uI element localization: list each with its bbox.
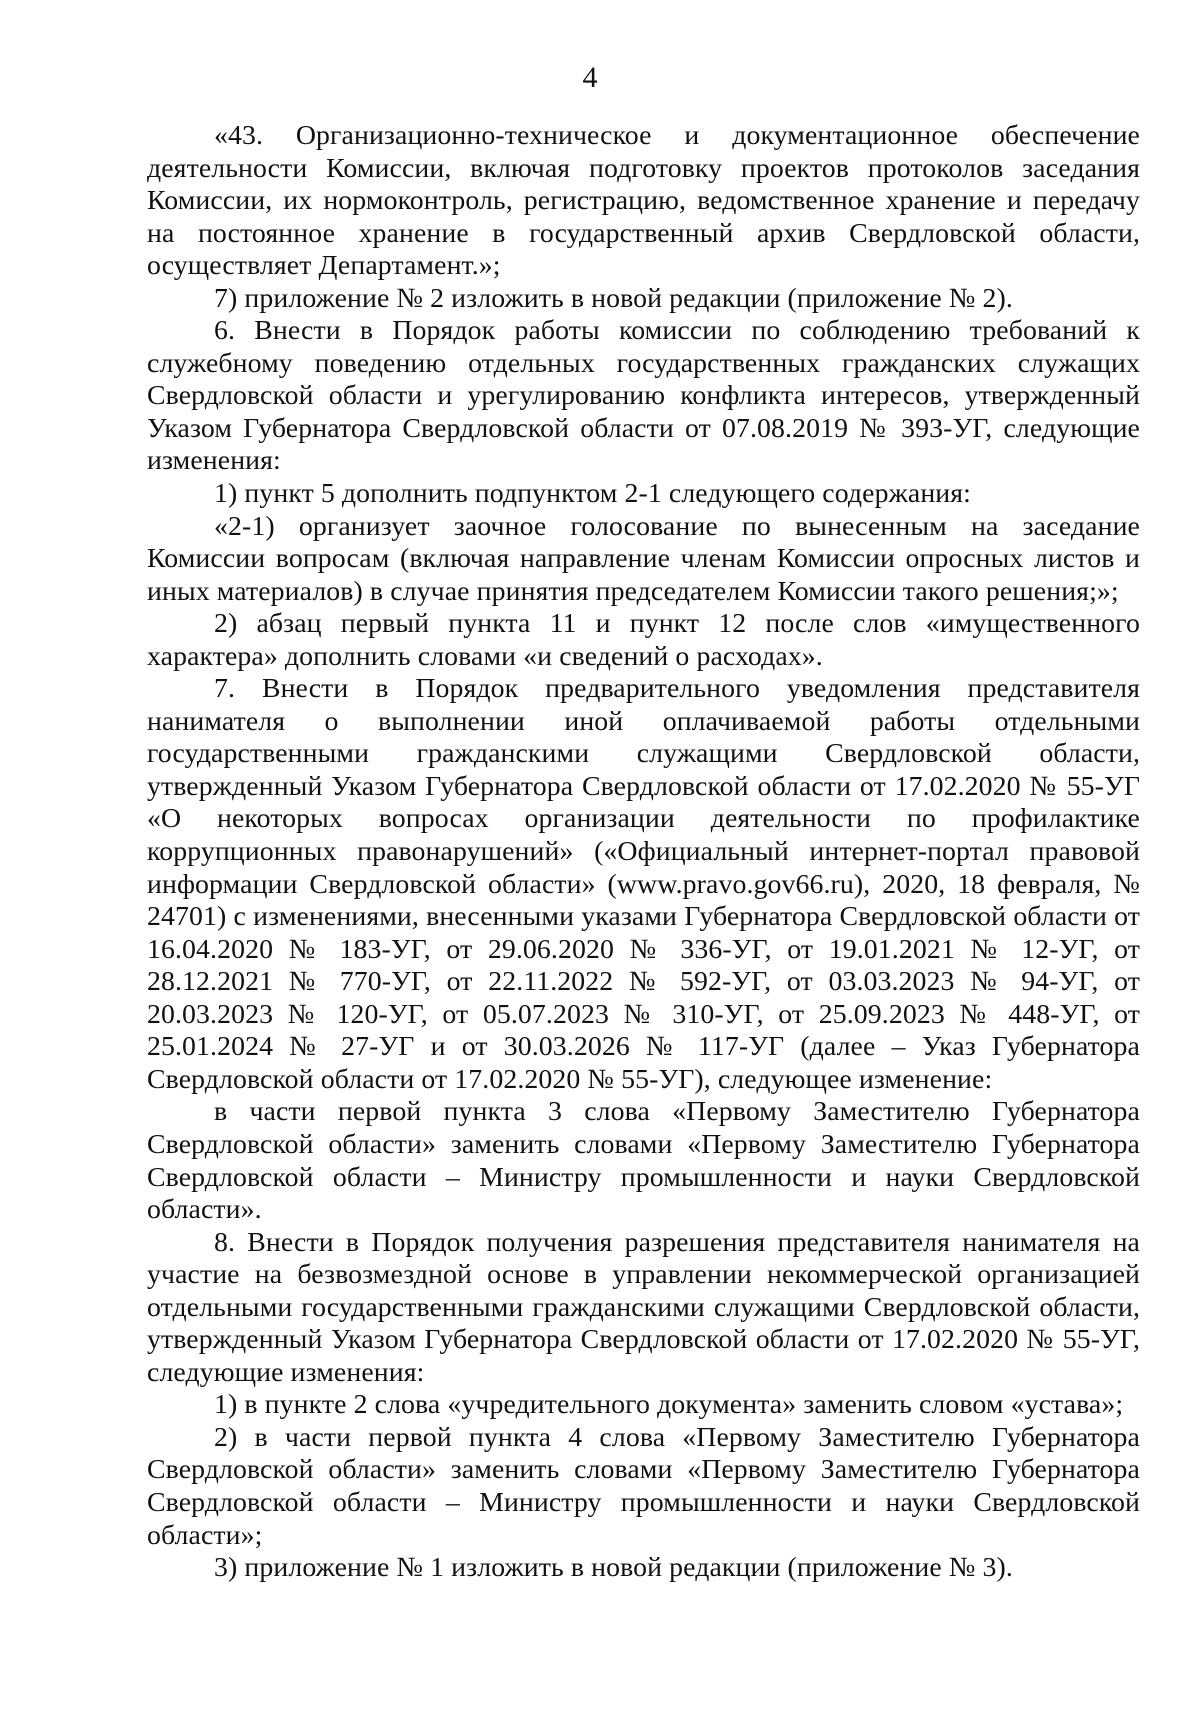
paragraph-item-6: 6. Внести в Порядок работы комиссии по соблюдению требований к служебному поведению отдельных государственных гражданских служащих Свердловской области и урегулированию конфликта интересов, утвержденный Указом Губернатора Свердловской области от 07.08.2019 № 393-УГ, следующие изменения: bbox=[147, 315, 1140, 477]
paragraph-item-43: «43. Организационно-техническое и документационное обеспечение деятельности Комиссии, включая подготовку проектов протоколов заседания Комиссии, их нормоконтроль, регистрацию, ведомственное хранение и передачу на постоянное хранение в государственный архив Свердловской области, осуществляет Департамент.»; bbox=[147, 120, 1140, 282]
paragraph-item-8-sub-1: 1) в пункте 2 слова «учредительного документа» заменить словом «устава»; bbox=[214, 1389, 1124, 1421]
paragraph-item-8-sub-3: 3) приложение № 1 изложить в новой редакции (приложение № 3). bbox=[214, 1552, 1013, 1584]
paragraph-item-7: 7. Внести в Порядок предварительного уведомления представителя нанимателя о выполнении иной оплачиваемой работы отдельными государственными гражданскими служащими Свердловской области, утвержденный Указом Губернатора Свердловской области от 17.02.2020 № 55-УГ «О некоторых вопросах организации деятельности по профилактике коррупционных правонарушений» («Официальный интернет-портал правовой информации Свердловской области» (www.pravo.gov66.ru), 2020, 18 февраля, № 24701) с изменениями, внесенными указами Губернатора Свердловской области от 16.04.2020 № 183-УГ, от 29.06.2020 № 336-УГ, от 19.01.2021 № 12-УГ, от 28.12.2021 № 770-УГ, от 22.11.2022 № 592-УГ, от 03.03.2023 № 94-УГ, от 20.03.2023 № 120-УГ, от 05.07.2023 № 310-УГ, от 25.09.2023 № 448-УГ, от 25.01.2024 № 27-УГ и от 30.03.2026 № 117-УГ (далее – Указ Губернатора Свердловской области от 17.02.2020 № 55-УГ), следующее изменение: bbox=[147, 673, 1140, 1095]
paragraph-item-8: 8. Внести в Порядок получения разрешения представителя нанимателя на участие на безвозмездной основе в управлении некоммерческой организацией отдельными государственными гражданскими служащими Свердловской области, утвержденный Указом Губернатора Свердловской области от 17.02.2020 № 55-УГ, следующие изменения: bbox=[147, 1226, 1140, 1388]
paragraph-item-8-sub-2: 2) в части первой пункта 4 слова «Первому Заместителю Губернатора Свердловской области» заменить словами «Первому Заместителю Губернатора Свердловской области – Министру промышленности и науки Свердловской области»; bbox=[147, 1421, 1140, 1551]
paragraph-item-7-change: в части первой пункта 3 слова «Первому Заместителю Губернатора Свердловской области» заменить словами «Первому Заместителю Губернатора Свердловской области – Министру промышленности и науки Свердловской области». bbox=[147, 1096, 1140, 1226]
document-body bbox=[147, 120, 1140, 1585]
paragraph-subitem-7-appendix-2: 7) приложение № 2 изложить в новой редакции (приложение № 2). bbox=[214, 282, 1013, 314]
paragraph-item-6-sub-2: 2) абзац первый пункта 11 и пункт 12 после слов «имущественного характера» дополнить словами «и сведений о расходах». bbox=[147, 608, 1140, 672]
paragraph-item-6-sub-2-1-quote: «2-1) организует заочное голосование по вынесенным на заседание Комиссии вопросам (включая направление членам Комиссии опросных листов и иных материалов) в случае принятия председателем Комиссии такого решения;»; bbox=[147, 510, 1140, 607]
page-number: 4 bbox=[582, 61, 598, 94]
paragraph-item-6-sub-1: 1) пункт 5 дополнить подпунктом 2-1 следующего содержания: bbox=[214, 478, 971, 510]
